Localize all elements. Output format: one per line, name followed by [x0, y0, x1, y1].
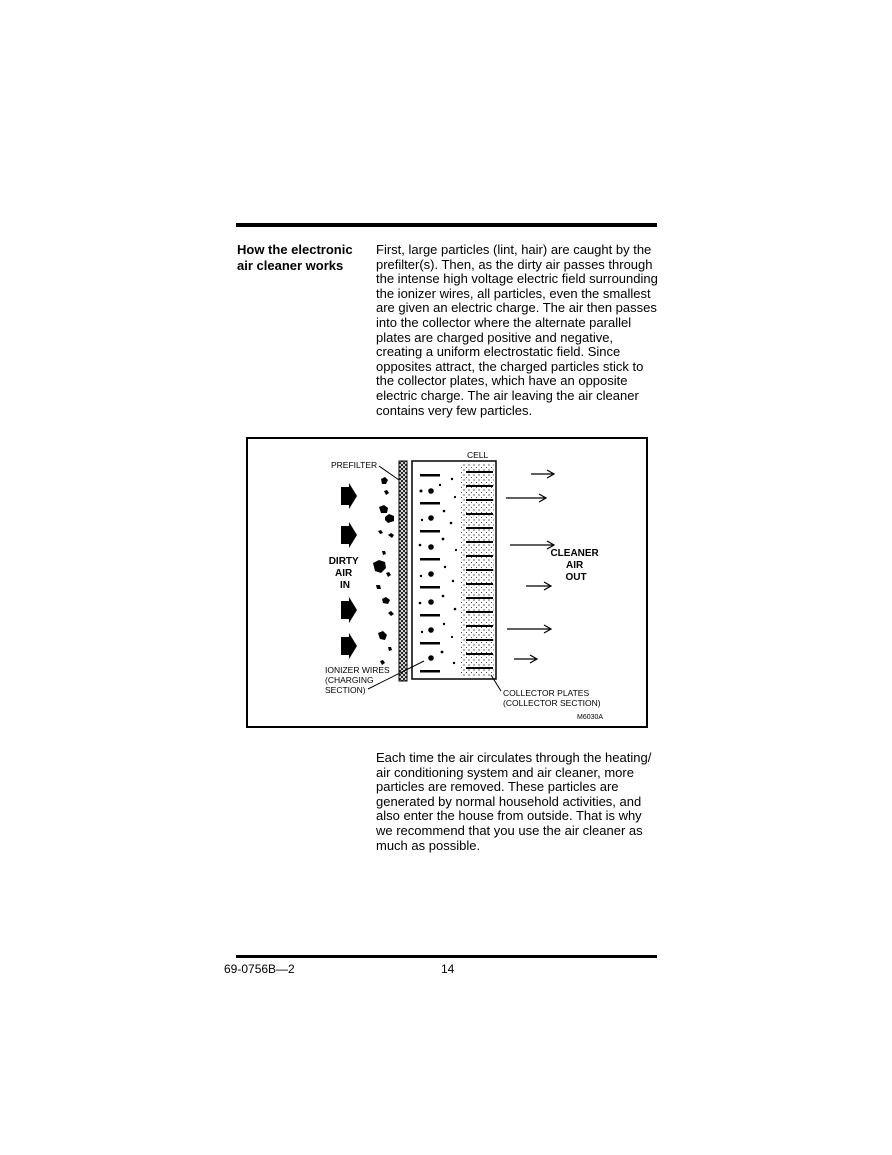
- dust-particles: [373, 477, 394, 665]
- dirty-air-label: DIRTY AIR IN: [328, 556, 359, 591]
- figure-id: M6030A: [577, 714, 604, 721]
- air-cleaner-diagram: [246, 437, 648, 728]
- page-number: 14: [441, 962, 455, 976]
- clean-air-label: CLEANER AIR OUT: [550, 548, 599, 583]
- section-heading: How the electronic air cleaner works: [237, 242, 353, 273]
- cell-label: CELL: [467, 450, 489, 460]
- ionizer-label: IONIZER WIRES (CHARGING SECTION): [325, 665, 390, 695]
- collector-label: COLLECTOR PLATES (COLLECTOR SECTION): [503, 688, 601, 708]
- document-number: 69-0756B—2: [224, 962, 295, 976]
- top-rule: [236, 223, 657, 227]
- collector-plates: [466, 471, 493, 669]
- prefilter-leader-line: [379, 466, 399, 480]
- prefilter-label: PREFILTER: [331, 460, 378, 470]
- prefilter-screen: [399, 461, 407, 681]
- bottom-rule: [236, 955, 657, 958]
- followup-paragraph: Each time the air circulates through the heating/ air conditioning system and air cleaner, more particles are removed. These particles are generated by normal household activities, and also enter the house from outside. That is why we recommend that you use the air cleaner as much as possible.: [376, 750, 652, 853]
- intro-paragraph: First, large particles (lint, hair) are caught by the prefilter(s). Then, as the dirty air passes through the intense high voltage electric field surrounding the ionizer wires, all particles, even the smallest are given an electric charge. The air then passes into the collector where the alternate parallel plates are charged positive and negative, creating a uniform electrostatic field. Since opposites attract, the charged particles stick to the collector plates, which have an opposite electric charge. The air leaving the air cleaner contains very few particles.: [376, 242, 658, 418]
- diagram-svg: [248, 439, 646, 726]
- clean-air-arrows: [506, 470, 554, 663]
